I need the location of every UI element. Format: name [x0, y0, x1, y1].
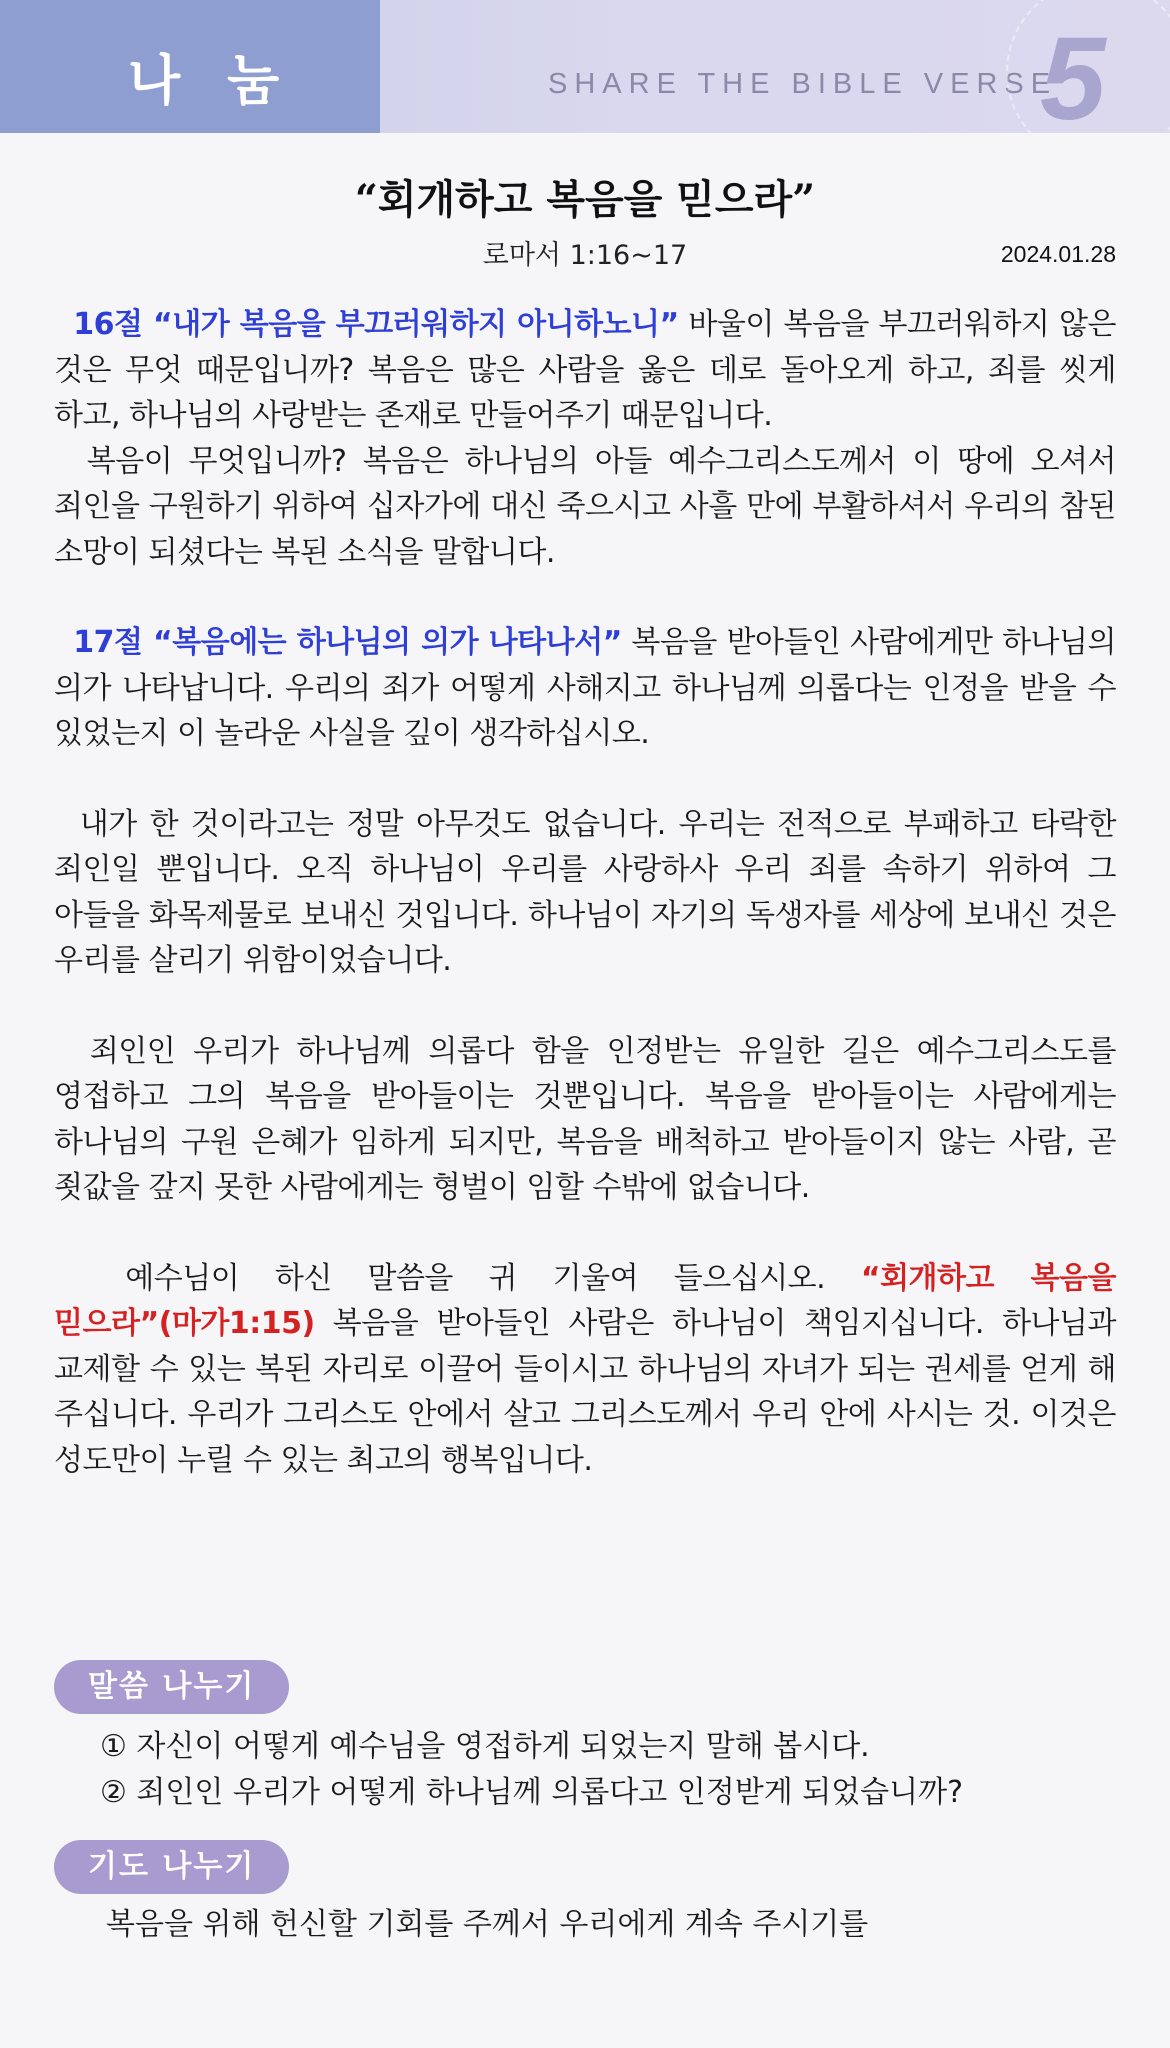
sermon-date: 2024.01.28: [1000, 241, 1116, 267]
paragraph-verse-17: [54, 620, 1116, 757]
word-sharing-section: [54, 1660, 1116, 1816]
paragraph-text: 복음을 받아들인 사람은 하나님이 책임지십니다. 하나님과 교제할 수 있는 복된 자리로 이끌어 들이시고 하나님의 자녀가 되는 권세를 얻게 해 주십니다. 우리가 그리스도 안에서 살고 그리스도께서 우리 안에 사시는 것. 이것은 성도만이 누릴 수 있는 최고의 행복입니다.: [54, 1306, 1116, 1478]
issue-number: 5: [1040, 13, 1106, 133]
question-item: ② 죄인인 우리가 어떻게 하나님께 의롭다고 인정받게 되었습니까?: [100, 1775, 964, 1810]
paragraph-gospel: [54, 439, 1116, 576]
verse-17-highlight: 17절 “복음에는 하나님의 의가 나타나서”: [73, 625, 622, 660]
paragraph-only-way: [54, 1029, 1116, 1211]
paragraph-text: 내가 한 것이라고는 정말 아무것도 없습니다. 우리는 전적으로 부패하고 타락한 죄인일 뿐입니다. 오직 하나님이 우리를 사랑하사 우리 죄를 속하기 위하여 그 아들을 화목제물로 보내신 것입니다. 하나님이 자기의 독생자를 세상에 보내신 것은 우리를 살리기 위함이었습니다.: [54, 806, 1116, 978]
paragraph-repent: [54, 1256, 1116, 1484]
prayer-text: 복음을 위해 헌신할 기회를 주께서 우리에게 계속 주시기를: [106, 1907, 869, 1942]
paragraph-text: 바울이 복음을 부끄러워하지 않은 것은 무엇 때문입니까? 복음은 많은 사람을 옳은 데로 돌아오게 하고, 죄를 씻게 하고, 하나님의 사랑받는 존재로 만들어주기 때문입니다.: [54, 307, 1116, 433]
prayer-sharing-label: 기도 나누기: [54, 1840, 289, 1894]
header-subtitle: SHARE THE BIBLE VERSE: [548, 68, 1058, 100]
paragraph-text: 예수님이 하신 말씀을 귀 기울여 들으십시오.: [125, 1260, 861, 1296]
header-title: 나 눔: [128, 49, 294, 112]
paragraph-text: 복음이 무엇입니까? 복음은 하나님의 아들 예수그리스도께서 이 땅에 오셔서 죄인을 구원하기 위하여 십자가에 대신 죽으시고 사흘 만에 부활하셔서 우리의 참된 소망이 되셨다는 복된 소식을 말합니다.: [54, 443, 1117, 570]
header-banner: [0, 0, 1170, 133]
sermon-title: “회개하고 복음을 믿으라”: [354, 176, 816, 223]
scripture-reference: 로마서 1:16~17: [482, 240, 688, 271]
verse-16-highlight: 16절 “내가 복음을 부끄러워하지 아니하노니”: [73, 307, 679, 342]
word-sharing-label: 말씀 나누기: [54, 1660, 289, 1714]
paragraph-verse-16: [54, 302, 1116, 439]
paragraph-text: 복음을 받아들인 사람에게만 하나님의 의가 나타납니다. 우리의 죄가 어떻게 사해지고 하나님께 의롭다는 인정을 받을 수 있었는지 이 놀라운 사실을 깊이 생각하십시오.: [54, 625, 1116, 751]
sermon-body: [54, 302, 1116, 1483]
question-item: ① 자신이 어떻게 예수님을 영접하게 되었는지 말해 봅시다.: [100, 1729, 870, 1764]
paragraph-text: 죄인인 우리가 하나님께 의롭다 함을 인정받는 유일한 길은 예수그리스도를 영접하고 그의 복음을 받아들이는 것뿐입니다. 복음을 받아들이는 사람에게는 하나님의 구원 은혜가 임하게 되지만, 복음을 배척하고 받아들이지 않는 사람, 곧 죗값을 갚지 못한 사람에게는 형벌이 임할 수밖에 없습니다.: [54, 1033, 1116, 1205]
prayer-sharing-section: [54, 1840, 1116, 1948]
paragraph-sinner: [54, 802, 1116, 984]
repent-quote-highlight: “회개하고 복음을 믿으라”(마가1:15): [54, 1260, 1116, 1341]
